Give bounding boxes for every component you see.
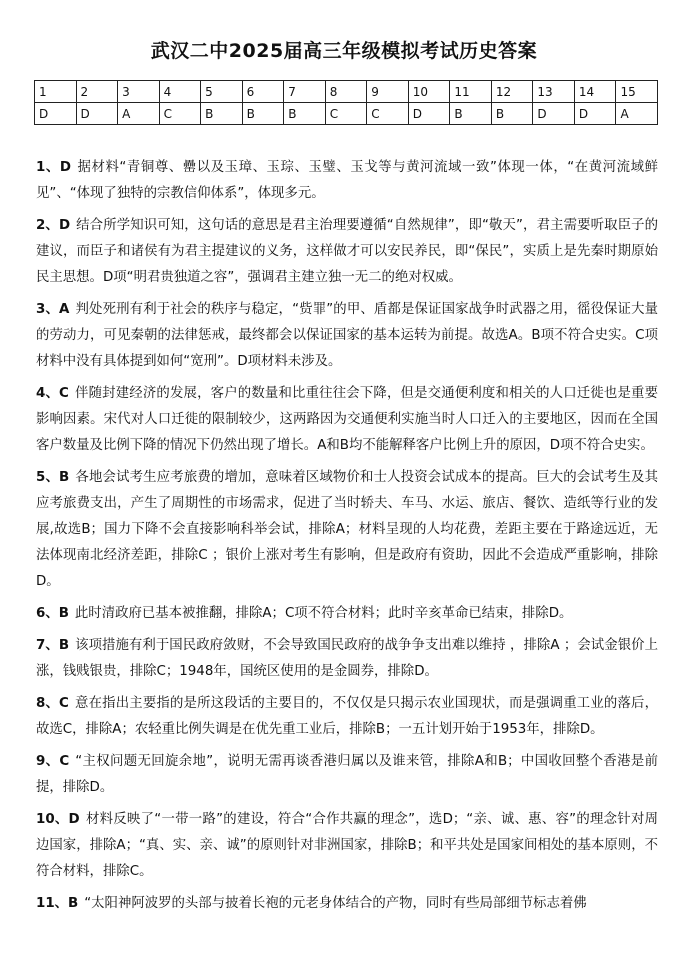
explanation-item bbox=[36, 891, 658, 917]
answer-letter: B bbox=[491, 103, 533, 125]
answer-letter: B bbox=[284, 103, 326, 125]
explanation-item bbox=[36, 213, 658, 291]
question-number: 4 bbox=[159, 81, 201, 103]
answer-letter: B bbox=[450, 103, 492, 125]
explanation-text: 结合所学知识可知，这句话的意思是君主治理要遵循“自然规律”，即“敬天”，君主需要听取臣子的建议，而臣子和诸侯有为君主提建议的义务，这样做才可以安民养民，即“保民”，实质上是先秦时期原始民主思想。D项“明君贵独道之容”，强调君主建立独一无二的绝对权威。 bbox=[36, 218, 659, 285]
answer-letter: A bbox=[118, 103, 160, 125]
explanation-number: 9、C bbox=[36, 754, 70, 769]
explanation-number: 8、C bbox=[36, 696, 69, 711]
explanation-text: 材料反映了“一带一路”的建设，符合“合作共赢的理念”，选D；“亲、诚、惠、容”的理念针对周边国家，排除A；“真、实、亲、诚”的原则针对非洲国家，排除B；和平共处是国家间相处的基本原则，不符合材料，排除C。 bbox=[36, 812, 659, 879]
answer-key-number-row bbox=[35, 81, 658, 103]
answer-letter: B bbox=[201, 103, 243, 125]
question-number: 9 bbox=[367, 81, 409, 103]
question-number: 10 bbox=[408, 81, 450, 103]
answer-letter: C bbox=[325, 103, 367, 125]
answer-letter: D bbox=[35, 103, 77, 125]
explanation-number: 10、D bbox=[36, 812, 80, 827]
question-number: 7 bbox=[284, 81, 326, 103]
explanation-item bbox=[36, 381, 658, 459]
question-number: 5 bbox=[201, 81, 243, 103]
explanation-item bbox=[36, 633, 658, 685]
explanation-number: 1、D bbox=[36, 160, 71, 175]
answer-letter: A bbox=[616, 103, 658, 125]
question-number: 3 bbox=[118, 81, 160, 103]
answer-letter: B bbox=[242, 103, 284, 125]
answer-letter: D bbox=[76, 103, 118, 125]
explanation-item bbox=[36, 807, 658, 885]
question-number: 15 bbox=[616, 81, 658, 103]
answer-letter: C bbox=[159, 103, 201, 125]
explanation-text: 判处死刑有利于社会的秩序与稳定，“赀罪”的甲、盾都是保证国家战争时武器之用，徭役保证大量的劳动力，可见秦朝的法律惩戒，最终都会以保证国家的基本运转为前提。故选A。B项不符合史实。C项材料中没有具体提到如何“宽刑”。D项材料未涉及。 bbox=[36, 302, 659, 369]
answer-key-answer-row bbox=[35, 103, 658, 125]
question-number: 14 bbox=[574, 81, 616, 103]
explanation-number: 5、B bbox=[36, 470, 70, 485]
explanation-text: 意在指出主要指的是所这段话的主要目的，不仅仅是只揭示农业国现状，而是强调重工业的落后，故选C，排除A；农轻重比例失调是在优先重工业后，排除B；一五计划开始于1953年，排除D。 bbox=[36, 696, 659, 737]
question-number: 13 bbox=[533, 81, 575, 103]
explanation-item bbox=[36, 297, 658, 375]
answer-letter: D bbox=[574, 103, 616, 125]
explanation-number: 3、A bbox=[36, 302, 70, 317]
page-title: 武汉二中2025届高三年级模拟考试历史答案 bbox=[150, 40, 538, 62]
explanation-text: 伴随封建经济的发展，客户的数量和比重往往会下降，但是交通便利度和相关的人口迁徙也是重要影响因素。宋代对人口迁徙的限制较少，这两路因为交通便利实施当时人口迁入的主要地区，因而在全国客户数量及比例下降的情况下仍然出现了增长。A和B均不能解释客户比例上升的原因，D项不符合史实。 bbox=[36, 386, 659, 453]
explanation-number: 4、C bbox=[36, 386, 69, 401]
explanation-text: 据材料“青铜尊、罍以及玉璋、玉琮、玉璧、玉戈等与黄河流域一致”体现一体，“在黄河流域鲜见”、“体现了独特的宗教信仰体系”，体现多元。 bbox=[36, 160, 658, 201]
explanations-section bbox=[36, 155, 658, 923]
answer-letter: C bbox=[367, 103, 409, 125]
explanation-number: 2、D bbox=[36, 218, 71, 233]
explanation-text: 各地会试考生应考旅费的增加，意味着区域物价和士人投资会试成本的提高。巨大的会试考生及其应考旅费支出，产生了周期性的市场需求，促进了当时轿夫、车马、水运、旅店、餐饮、造纸等行业的发展,故选B；国力下降不会直接影响科举会试，排除A；材料呈现的人均花费，差距主要在于路途远近，无法体现南北经济差距，排除C ；银价上涨对考生有影响，但是政府有资助，因此不会造成严重影响，排除D。 bbox=[36, 470, 659, 589]
explanation-item bbox=[36, 155, 658, 207]
answer-letter: D bbox=[408, 103, 450, 125]
explanation-item bbox=[36, 749, 658, 801]
explanation-text: “主权问题无回旋余地”，说明无需再谈香港归属以及谁来管，排除A和B；中国收回整个香港是前提，排除D。 bbox=[36, 754, 658, 795]
explanation-text: 该项措施有利于国民政府敛财，不会导致国民政府的战争争支出难以维持 ，排除A ；会试金银价上涨，钱贱银贵，排除C；1948年，国统区使用的是金圆券，排除D。 bbox=[36, 638, 658, 679]
explanation-item bbox=[36, 691, 658, 743]
answer-letter: D bbox=[533, 103, 575, 125]
explanation-text: “太阳神阿波罗的头部与披着长袍的元老身体结合的产物，同时有些局部细节标志着佛 bbox=[84, 896, 587, 911]
explanation-item bbox=[36, 465, 658, 595]
explanation-number: 11、B bbox=[36, 896, 79, 911]
explanation-number: 6、B bbox=[36, 606, 69, 621]
explanation-item bbox=[36, 601, 658, 627]
explanation-number: 7、B bbox=[36, 638, 70, 653]
question-number: 12 bbox=[491, 81, 533, 103]
question-number: 11 bbox=[450, 81, 492, 103]
question-number: 2 bbox=[76, 81, 118, 103]
question-number: 1 bbox=[35, 81, 77, 103]
question-number: 6 bbox=[242, 81, 284, 103]
question-number: 8 bbox=[325, 81, 367, 103]
answer-key-table bbox=[34, 80, 658, 125]
explanation-text: 此时清政府已基本被推翻，排除A；C项不符合材料；此时辛亥革命已结束，排除D。 bbox=[74, 606, 573, 621]
